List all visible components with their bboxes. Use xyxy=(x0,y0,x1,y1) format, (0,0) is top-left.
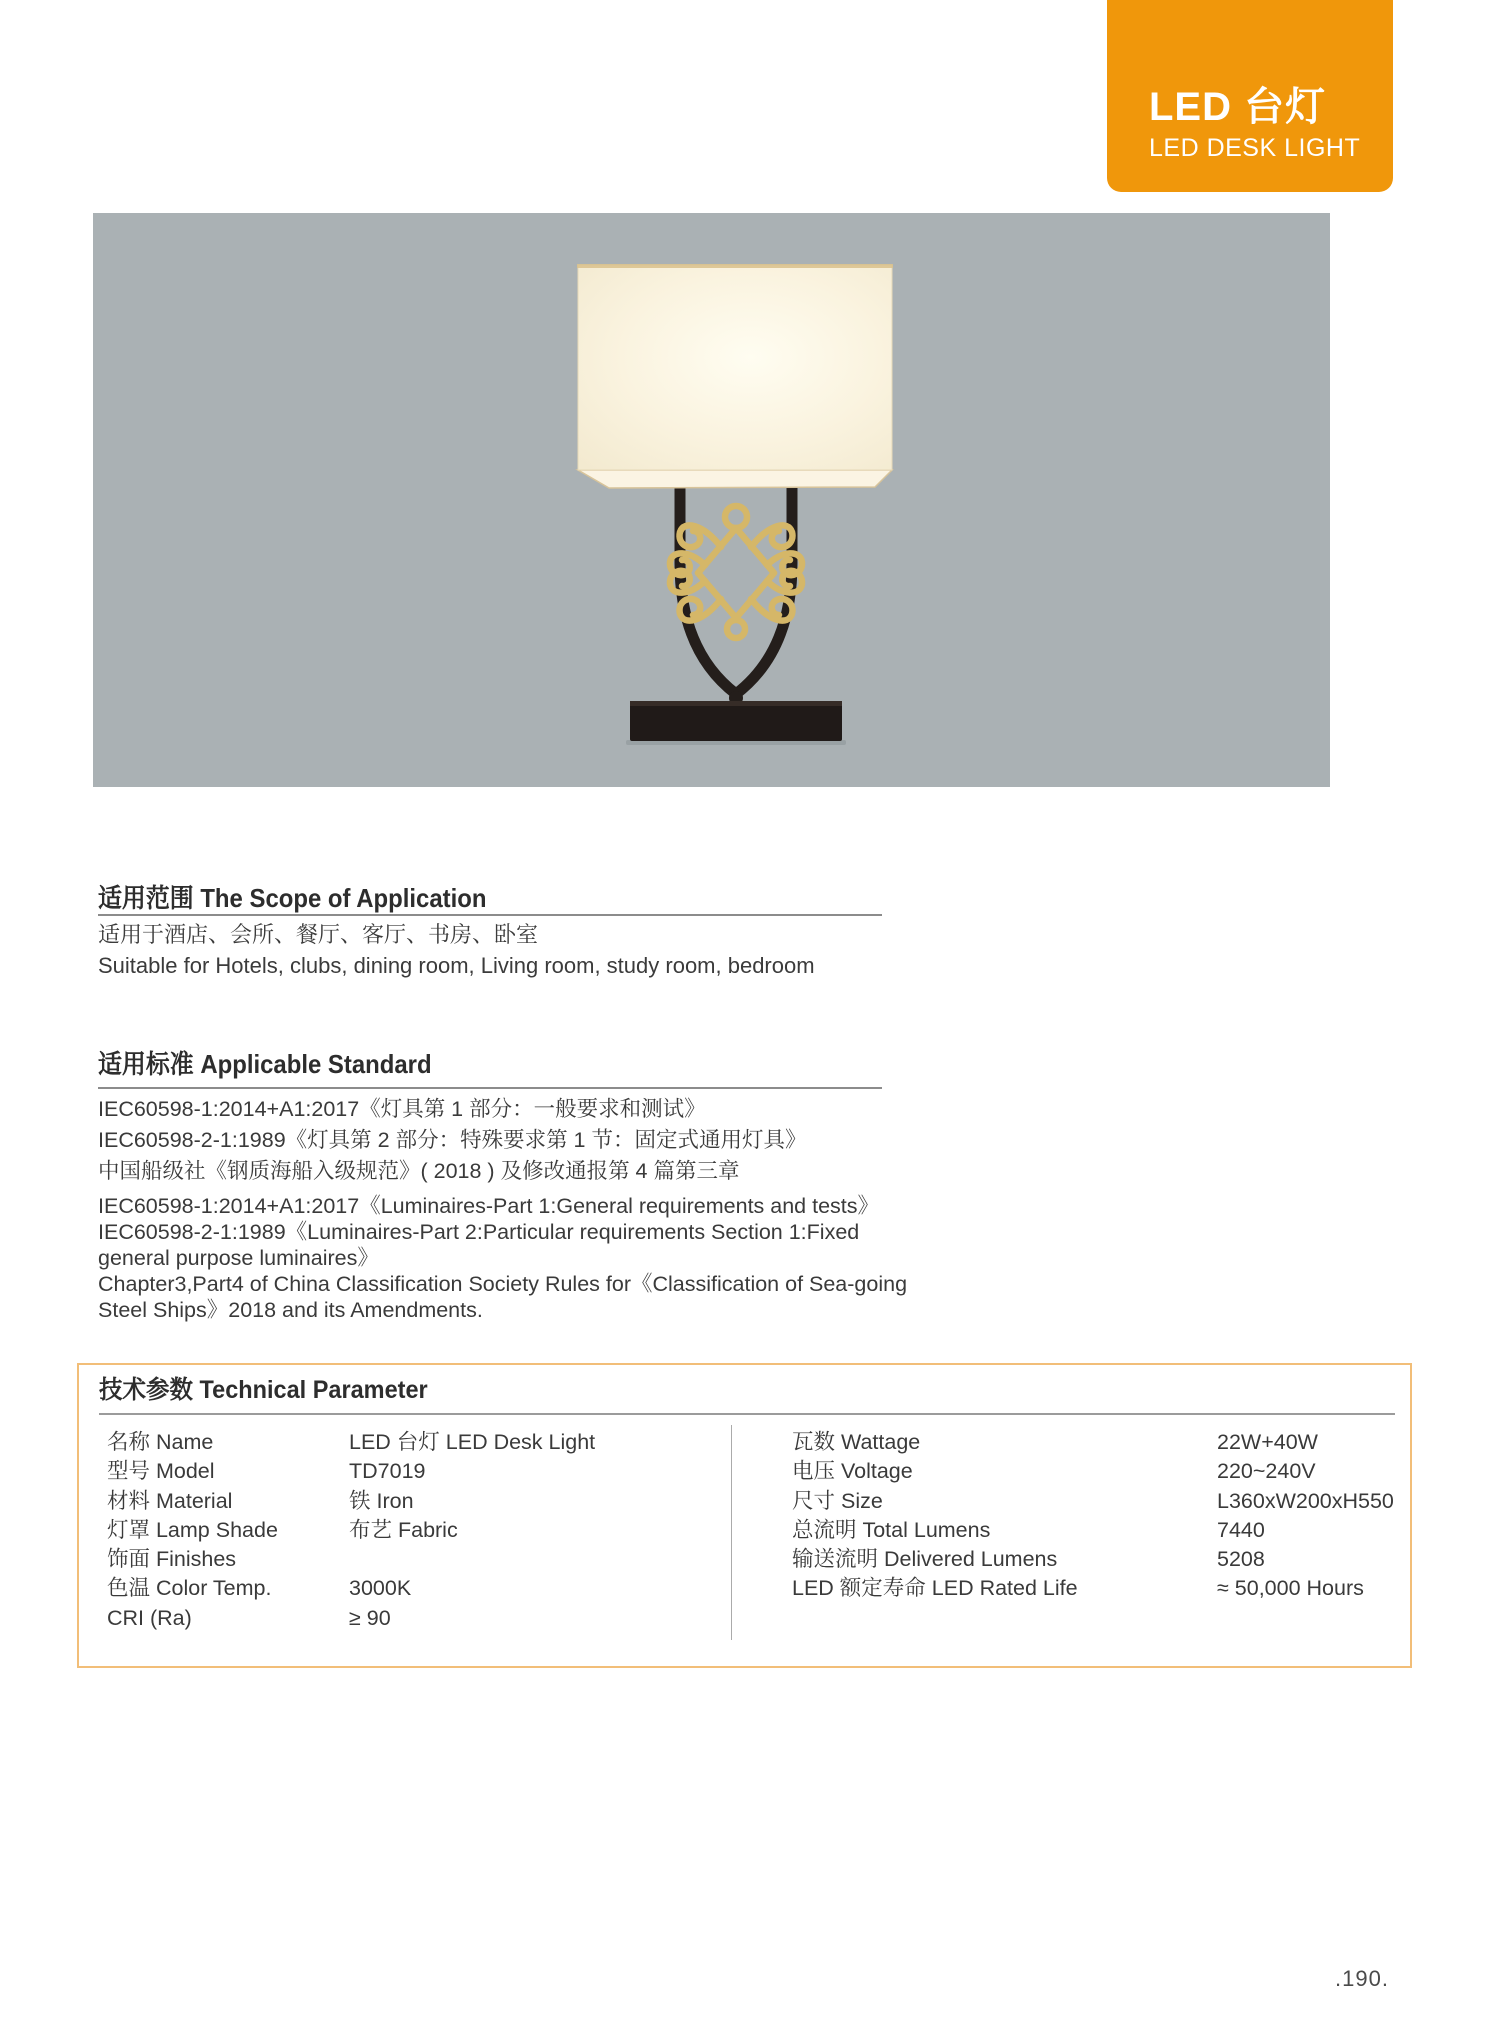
lamp-illustration xyxy=(93,213,1330,787)
param-label: CRI (Ra) xyxy=(107,1605,192,1630)
standard-list xyxy=(98,1094,1358,1323)
param-value: ≥ 90 xyxy=(349,1605,391,1630)
param-label: 灯罩 Lamp Shade xyxy=(107,1517,278,1542)
product-photo xyxy=(93,213,1330,787)
table-row xyxy=(107,1428,717,1457)
param-label: 色温 Color Temp. xyxy=(107,1576,272,1601)
page-number: .190. xyxy=(1335,1966,1389,1991)
standard-line: IEC60598-1:2014+A1:2017《Luminaires-Part 1:General requirements and tests》 xyxy=(98,1194,880,1218)
table-row xyxy=(107,1516,717,1545)
table-row xyxy=(107,1604,717,1633)
scope-text-zh: 适用于酒店、会所、餐厅、客厅、书房、卧室 xyxy=(98,922,539,947)
param-label: 总流明 Total Lumens xyxy=(792,1517,991,1542)
badge-title-zh: LED 台灯 xyxy=(1149,85,1327,129)
param-value: LED 台灯 LED Desk Light xyxy=(349,1430,596,1454)
table-row xyxy=(792,1457,1402,1486)
param-value: 布艺 Fabric xyxy=(349,1517,458,1542)
scope-text-en: Suitable for Hotels, clubs, dining room, Living room, study room, bedroom xyxy=(98,953,815,978)
param-value: 3000K xyxy=(349,1576,412,1601)
standard-line: 中国船级社《钢质海船入级规范》( 2018 ) 及修改通报第 4 篇第三章 xyxy=(98,1159,740,1183)
param-label: 电压 Voltage xyxy=(792,1459,913,1484)
param-label: 型号 Model xyxy=(107,1459,215,1484)
table-row xyxy=(107,1574,717,1603)
table-row xyxy=(792,1574,1402,1603)
technical-parameter-box xyxy=(77,1363,1412,1668)
tech-column-divider xyxy=(731,1425,732,1640)
lamp-shade xyxy=(577,264,893,488)
table-row xyxy=(107,1545,717,1574)
badge-title-en: LED DESK LIGHT xyxy=(1149,134,1361,162)
scope-heading: 适用范围 The Scope of Application xyxy=(98,883,487,913)
table-row xyxy=(792,1428,1402,1457)
standard-heading: 适用标准 Applicable Standard xyxy=(98,1049,432,1079)
standard-rule xyxy=(98,1087,882,1089)
category-badge xyxy=(1107,0,1393,192)
lamp-base xyxy=(630,701,842,741)
standard-line: Chapter3,Part4 of China Classification Society Rules for《Classification of Sea-going xyxy=(98,1272,908,1296)
standard-line: general purpose luminaires》 xyxy=(98,1246,379,1270)
table-row xyxy=(792,1545,1402,1574)
table-row xyxy=(792,1516,1402,1545)
table-row xyxy=(107,1487,717,1516)
tech-table-left xyxy=(107,1428,717,1633)
param-label: 饰面 Finishes xyxy=(107,1547,237,1572)
param-label: 输送流明 Delivered Lumens xyxy=(792,1547,1058,1572)
param-value xyxy=(349,1545,717,1574)
param-value: L360xW200xH550 xyxy=(1217,1488,1394,1513)
param-label: 名称 Name xyxy=(107,1430,214,1454)
lamp-ornament xyxy=(670,506,802,638)
param-value: TD7019 xyxy=(349,1459,426,1484)
standard-line: IEC60598-2-1:1989《Luminaires-Part 2:Particular requirements Section 1:Fixed xyxy=(98,1220,860,1244)
param-label: LED 额定寿命 LED Rated Life xyxy=(792,1576,1078,1601)
standard-line: Steel Ships》2018 and its Amendments. xyxy=(98,1298,483,1322)
param-value: 22W+40W xyxy=(1217,1430,1318,1454)
param-value: ≈ 50,000 Hours xyxy=(1217,1576,1364,1601)
standard-line: IEC60598-2-1:1989《灯具第 2 部分：特殊要求第 1 节：固定式通用灯具》 xyxy=(98,1128,807,1152)
standard-line: IEC60598-1:2014+A1:2017《灯具第 1 部分：一般要求和测试》 xyxy=(98,1097,706,1121)
param-label: 瓦数 Wattage xyxy=(792,1430,921,1454)
param-value: 铁 Iron xyxy=(349,1488,414,1513)
tech-heading: 技术参数 Technical Parameter xyxy=(99,1376,428,1404)
param-value: 220~240V xyxy=(1217,1459,1316,1484)
param-value: 5208 xyxy=(1217,1547,1265,1572)
table-row xyxy=(107,1457,717,1486)
tech-table-right xyxy=(792,1428,1402,1604)
tech-rule xyxy=(99,1413,1395,1415)
param-value: 7440 xyxy=(1217,1517,1265,1542)
table-row xyxy=(792,1487,1402,1516)
param-label: 尺寸 Size xyxy=(792,1488,883,1513)
scope-rule xyxy=(98,914,882,916)
param-label: 材料 Material xyxy=(107,1488,233,1513)
